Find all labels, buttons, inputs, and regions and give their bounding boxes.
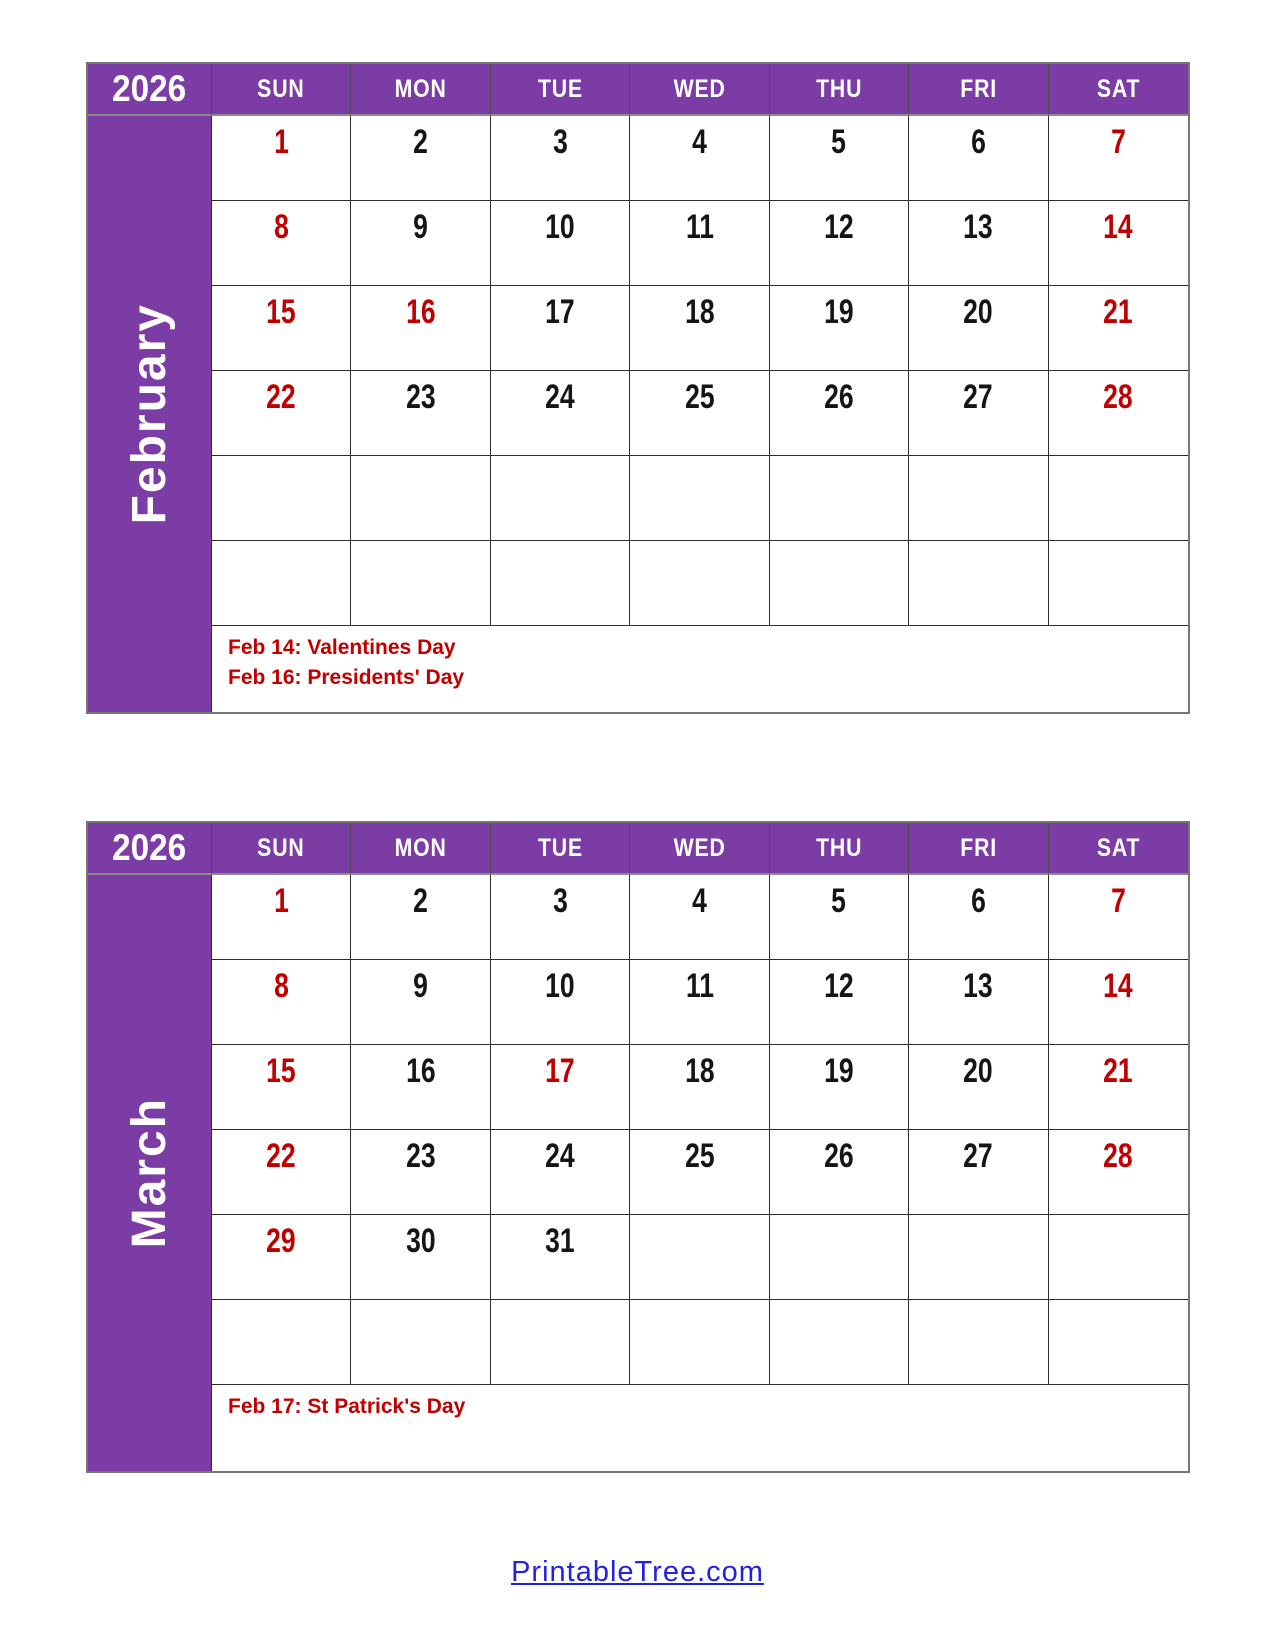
date-cell [212,1130,351,1215]
date-number: 25 [684,1137,715,1175]
date-number: 5 [831,882,847,920]
date-cell [1049,116,1188,201]
year-label: 2026 [112,827,187,868]
weekday-header-fri [909,64,1048,116]
date-cell [212,875,351,960]
date-number: 9 [413,967,429,1005]
date-number: 18 [684,293,715,331]
date-cell [491,286,630,371]
date-cell [351,960,490,1045]
date-number: 12 [824,208,854,246]
date-number: 3 [552,882,568,920]
year-cell [88,64,212,116]
month-sidebar [88,116,212,712]
weekday-label: SUN [257,833,305,862]
date-number: 27 [963,378,994,416]
date-cell [909,1130,1048,1215]
date-number: 3 [552,123,568,161]
weekday-header-tue [491,64,630,116]
date-number: 1 [273,123,289,161]
date-cell [491,371,630,456]
weekday-label: FRI [959,74,997,103]
date-number: 20 [963,293,994,331]
date-cell [351,875,490,960]
holiday-note: Feb 14: Valentines Day [228,636,456,659]
date-cell [212,286,351,371]
date-cell [491,201,630,286]
date-number: 19 [824,293,854,331]
date-cell [1049,1215,1188,1300]
weekday-label: TUE [537,833,583,862]
date-number: 14 [1103,967,1134,1005]
weekday-header-sat [1049,64,1188,116]
date-number: 21 [1103,1052,1134,1090]
date-cell [212,960,351,1045]
date-cell [770,1300,909,1385]
date-number: 27 [963,1137,994,1175]
date-number: 8 [273,208,289,246]
weekday-header-mon [351,823,490,875]
weekday-label: FRI [959,833,997,862]
weekday-label: WED [673,74,726,103]
date-cell [1049,1130,1188,1215]
weekday-header-wed [630,64,769,116]
date-cell [1049,1300,1188,1385]
date-cell [909,1215,1048,1300]
date-number: 30 [405,1222,436,1260]
site-footer [0,1556,1275,1589]
date-cell [212,371,351,456]
month-label: February [123,303,176,525]
weekday-header-thu [770,823,909,875]
month-calendar [86,62,1190,714]
date-cell [909,1045,1048,1130]
date-number: 2 [413,123,429,161]
date-cell [630,371,769,456]
date-cell [909,541,1048,626]
date-number: 4 [692,123,707,161]
date-number: 23 [405,1137,436,1175]
date-cell [909,116,1048,201]
date-number: 16 [405,293,436,331]
weekday-label: TUE [537,74,583,103]
date-cell [351,371,490,456]
date-number: 14 [1103,208,1134,246]
weekday-label: SAT [1096,74,1141,103]
date-number: 8 [273,967,289,1005]
date-cell [630,201,769,286]
date-cell [1049,201,1188,286]
date-cell [630,960,769,1045]
date-number: 24 [545,1137,575,1175]
date-number: 15 [266,1052,296,1090]
date-cell [212,1045,351,1130]
date-cell [770,286,909,371]
date-cell [630,286,769,371]
date-cell [909,1300,1048,1385]
date-number: 11 [685,208,714,246]
date-cell [1049,960,1188,1045]
date-cell [212,456,351,541]
date-cell [351,1130,490,1215]
weekday-label: WED [673,833,726,862]
date-number: 2 [413,882,429,920]
date-cell [351,286,490,371]
date-cell [212,116,351,201]
date-cell [770,456,909,541]
date-cell [770,875,909,960]
weekday-header-fri [909,823,1048,875]
weekday-label: SUN [257,74,305,103]
year-cell [88,823,212,875]
month-calendar [86,821,1190,1473]
date-cell [1049,456,1188,541]
date-number: 26 [824,378,854,416]
date-cell [1049,541,1188,626]
date-number: 19 [824,1052,854,1090]
weekday-label: MON [394,833,447,862]
date-cell [1049,371,1188,456]
date-cell [212,1215,351,1300]
date-cell [630,541,769,626]
date-number: 31 [545,1222,575,1260]
holiday-notes [212,626,1188,712]
holiday-notes [212,1385,1188,1471]
date-number: 10 [545,967,575,1005]
date-cell [491,1300,630,1385]
date-number: 18 [684,1052,715,1090]
date-cell [491,116,630,201]
date-number: 21 [1103,293,1134,331]
date-cell [351,1045,490,1130]
date-cell [491,960,630,1045]
date-number: 17 [545,1052,575,1090]
date-number: 7 [1110,882,1126,920]
date-cell [909,371,1048,456]
date-cell [630,456,769,541]
date-cell [770,1215,909,1300]
holiday-note: Feb 17: St Patrick's Day [228,1395,466,1418]
date-number: 5 [831,123,847,161]
date-number: 1 [273,882,289,920]
date-cell [630,1300,769,1385]
date-number: 13 [963,208,994,246]
date-cell [770,116,909,201]
weekday-label: THU [815,833,863,862]
date-cell [630,1130,769,1215]
date-number: 10 [545,208,575,246]
date-number: 25 [684,378,715,416]
date-cell [770,1130,909,1215]
date-cell [1049,286,1188,371]
date-cell [770,371,909,456]
date-cell [909,456,1048,541]
date-number: 7 [1110,123,1126,161]
date-cell [351,116,490,201]
date-cell [491,541,630,626]
date-cell [909,286,1048,371]
date-cell [351,456,490,541]
weekday-header-tue [491,823,630,875]
weekday-header-mon [351,64,490,116]
weekday-header-sun [212,823,351,875]
date-number: 15 [266,293,296,331]
year-label: 2026 [112,68,187,109]
date-number: 22 [266,378,296,416]
weekday-header-thu [770,64,909,116]
date-number: 12 [824,967,854,1005]
date-number: 4 [692,882,707,920]
weekday-header-sun [212,64,351,116]
date-number: 6 [970,123,986,161]
date-cell [1049,875,1188,960]
date-number: 26 [824,1137,854,1175]
date-cell [351,1300,490,1385]
date-cell [770,201,909,286]
date-cell [351,1215,490,1300]
date-cell [770,960,909,1045]
date-cell [909,960,1048,1045]
date-number: 9 [413,208,429,246]
date-cell [212,541,351,626]
date-number: 16 [405,1052,436,1090]
date-cell [491,1130,630,1215]
date-cell [630,875,769,960]
date-number: 28 [1103,1137,1134,1175]
weekday-label: SAT [1096,833,1141,862]
date-cell [909,201,1048,286]
date-cell [351,541,490,626]
date-number: 6 [970,882,986,920]
date-number: 17 [545,293,575,331]
date-number: 23 [405,378,436,416]
date-cell [491,1215,630,1300]
date-cell [491,456,630,541]
date-cell [909,875,1048,960]
date-number: 22 [266,1137,296,1175]
date-cell [770,1045,909,1130]
date-cell [770,541,909,626]
date-cell [491,875,630,960]
date-number: 28 [1103,378,1134,416]
printabletree-link[interactable]: PrintableTree.com [511,1556,764,1588]
date-cell [351,201,490,286]
date-cell [491,1045,630,1130]
date-number: 13 [963,967,994,1005]
month-sidebar [88,875,212,1471]
date-cell [630,1045,769,1130]
date-cell [630,116,769,201]
weekday-header-wed [630,823,769,875]
weekday-label: THU [815,74,863,103]
date-number: 20 [963,1052,994,1090]
date-cell [1049,1045,1188,1130]
month-label: March [123,1097,176,1249]
weekday-label: MON [394,74,447,103]
weekday-header-sat [1049,823,1188,875]
date-cell [212,1300,351,1385]
date-number: 24 [545,378,575,416]
date-cell [212,201,351,286]
date-number: 11 [685,967,714,1005]
date-cell [630,1215,769,1300]
date-number: 29 [266,1222,296,1260]
holiday-note: Feb 16: Presidents' Day [228,666,465,690]
